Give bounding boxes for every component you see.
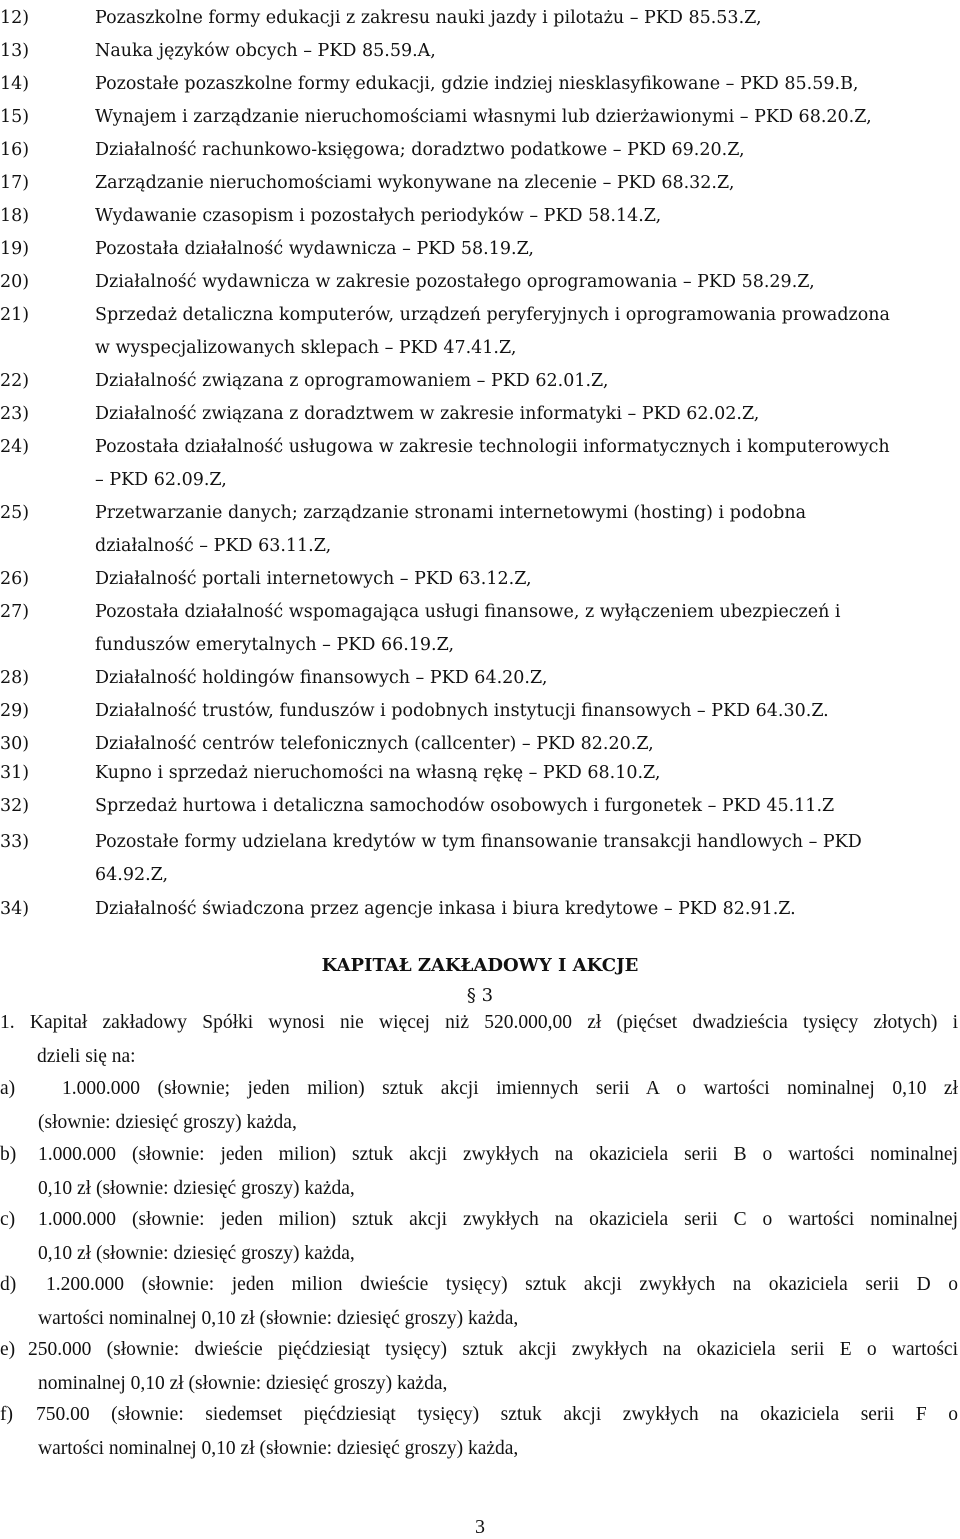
item-text: Działalność związana z oprogramowaniem – PKD 62.01.Z, <box>95 371 609 391</box>
item-number: 29) <box>0 701 30 721</box>
item-text-continued: w wyspecjalizowanych sklepach – PKD 47.41.Z, <box>95 338 517 358</box>
item-number: 17) <box>0 173 30 193</box>
item-letter: f) <box>0 1404 13 1425</box>
item-letter: b) <box>0 1144 17 1165</box>
item-text: Działalność rachunkowo-księgowa; doradztwo podatkowe – PKD 69.20.Z, <box>95 140 745 160</box>
item-text: Pozaszkolne formy edukacji z zakresu nauki jazdy i pilotażu – PKD 85.53.Z, <box>95 8 762 28</box>
item-letter: e) <box>0 1339 16 1360</box>
item-number: 15) <box>0 107 30 127</box>
item-number: 24) <box>0 437 30 457</box>
item-text-continued: – PKD 62.09.Z, <box>95 470 227 490</box>
item-text-continued: wartości nominalnej 0,10 zł (słownie: dziesięć groszy) każda, <box>38 1438 519 1459</box>
item-text: Wydawanie czasopism i pozostałych periodyków – PKD 58.14.Z, <box>95 206 662 226</box>
item-text: Działalność trustów, funduszów i podobnych instytucji finansowych – PKD 64.30.Z. <box>95 701 829 721</box>
item-text-continued: nominalnej 0,10 zł (słownie: dziesięć groszy) każda, <box>38 1373 448 1394</box>
item-text-continued: (słownie: dziesięć groszy) każda, <box>38 1112 297 1133</box>
share-series-item <box>0 1203 958 1271</box>
page-number: 3 <box>475 1516 485 1538</box>
item-text: 1.000.000 (słownie: jeden milion) sztuk akcji zwykłych na okaziciela serii C o wartości nominalnej <box>38 1209 958 1230</box>
item-number: 20) <box>0 272 30 292</box>
item-letter: c) <box>0 1209 16 1230</box>
item-number: 26) <box>0 569 30 589</box>
item-text: Działalność portali internetowych – PKD 63.12.Z, <box>95 569 532 589</box>
item-text: 1.000.000 (słownie: jeden milion) sztuk akcji zwykłych na okaziciela serii B o wartości nominalnej <box>38 1144 958 1165</box>
item-text-continued: funduszów emerytalnych – PKD 66.19.Z, <box>95 635 455 655</box>
item-text-continued: działalność – PKD 63.11.Z, <box>95 536 332 556</box>
item-text: 250.000 (słownie: dwieście pięćdziesiąt tysięcy) sztuk akcji zwykłych na okaziciela serii E o wartości <box>28 1339 958 1360</box>
item-number: 31) <box>0 763 30 783</box>
item-text: Pozostała działalność wydawnicza – PKD 58.19.Z, <box>95 239 534 259</box>
item-text: Nauka języków obcych – PKD 85.59.A, <box>95 41 436 61</box>
item-number: 28) <box>0 668 30 688</box>
paragraph-text-continued: dzieli się na: <box>37 1046 136 1067</box>
item-text: Działalność centrów telefonicznych (callcenter) – PKD 82.20.Z, <box>95 734 654 754</box>
item-text: 1.000.000 (słownie; jeden milion) sztuk akcji imiennych serii A o wartości nominalnej 0,10 zł <box>62 1078 958 1099</box>
item-text: Sprzedaż hurtowa i detaliczna samochodów osobowych i furgonetek – PKD 45.11.Z <box>95 796 835 816</box>
item-text-continued: 0,10 zł (słownie: dziesięć groszy) każda, <box>38 1243 355 1264</box>
item-number: 32) <box>0 796 30 816</box>
share-series-item <box>0 1333 958 1401</box>
item-text: Działalność świadczona przez agencje inkasa i biura kredytowe – PKD 82.91.Z. <box>95 899 796 919</box>
item-letter: a) <box>0 1078 16 1099</box>
paragraph-text: 1. Kapitał zakładowy Spółki wynosi nie więcej niż 520.000,00 zł (pięćset dwadzieścia tysięcy złotych) i <box>0 1012 958 1033</box>
share-series-item <box>0 1138 958 1206</box>
item-text: Działalność wydawnicza w zakresie pozostałego oprogramowania – PKD 58.29.Z, <box>95 272 815 292</box>
item-text: Wynajem i zarządzanie nieruchomościami własnymi lub dzierżawionymi – PKD 68.20.Z, <box>95 107 872 127</box>
item-number: 12) <box>0 8 30 28</box>
item-number: 34) <box>0 899 30 919</box>
item-number: 16) <box>0 140 30 160</box>
item-number: 27) <box>0 602 30 622</box>
item-text: Pozostałe pozaszkolne formy edukacji, gdzie indziej niesklasyfikowane – PKD 85.59.B, <box>95 74 859 94</box>
item-text-continued: 0,10 zł (słownie: dziesięć groszy) każda, <box>38 1178 355 1199</box>
item-number: 14) <box>0 74 30 94</box>
item-text: Działalność związana z doradztwem w zakresie informatyki – PKD 62.02.Z, <box>95 404 760 424</box>
item-letter: d) <box>0 1274 17 1295</box>
item-text: Pozostała działalność wspomagająca usługi finansowe, z wyłączeniem ubezpieczeń i <box>95 602 841 622</box>
item-text-continued: wartości nominalnej 0,10 zł (słownie: dziesięć groszy) każda, <box>38 1308 519 1329</box>
item-text-continued: 64.92.Z, <box>95 865 169 885</box>
item-text: Przetwarzanie danych; zarządzanie stronami internetowymi (hosting) i podobna <box>95 503 807 523</box>
item-number: 25) <box>0 503 30 523</box>
item-text: 750.00 (słownie: siedemset pięćdziesiąt tysięcy) sztuk akcji zwykłych na okaziciela serii F o <box>36 1404 958 1425</box>
section-heading: KAPITAŁ ZAKŁADOWY I AKCJE <box>321 955 639 976</box>
item-number: 23) <box>0 404 30 424</box>
item-number: 30) <box>0 734 30 754</box>
section-number: § 3 <box>466 985 494 1006</box>
item-number: 18) <box>0 206 30 226</box>
share-series-item <box>0 1072 958 1140</box>
share-series-item <box>0 1268 958 1336</box>
item-text: Sprzedaż detaliczna komputerów, urządzeń peryferyjnych i oprogramowania prowadzona <box>95 305 890 325</box>
item-text: Zarządzanie nieruchomościami wykonywane na zlecenie – PKD 68.32.Z, <box>95 173 735 193</box>
share-series-item <box>0 1398 958 1466</box>
item-text: Kupno i sprzedaż nieruchomości na własną rękę – PKD 68.10.Z, <box>95 763 661 783</box>
item-text: Działalność holdingów finansowych – PKD 64.20.Z, <box>95 668 548 688</box>
item-number: 21) <box>0 305 30 325</box>
item-number: 13) <box>0 41 30 61</box>
item-number: 19) <box>0 239 30 259</box>
item-text: 1.200.000 (słownie: jeden milion dwieście tysięcy) sztuk akcji zwykłych na okaziciela serii D o <box>46 1274 958 1295</box>
capital-paragraph <box>0 1006 958 1074</box>
item-number: 22) <box>0 371 30 391</box>
item-text: Pozostała działalność usługowa w zakresie technologii informatycznych i komputerowych <box>95 437 890 457</box>
item-text: Pozostałe formy udzielana kredytów w tym finansowanie transakcji handlowych – PKD <box>95 832 862 852</box>
item-number: 33) <box>0 832 30 852</box>
